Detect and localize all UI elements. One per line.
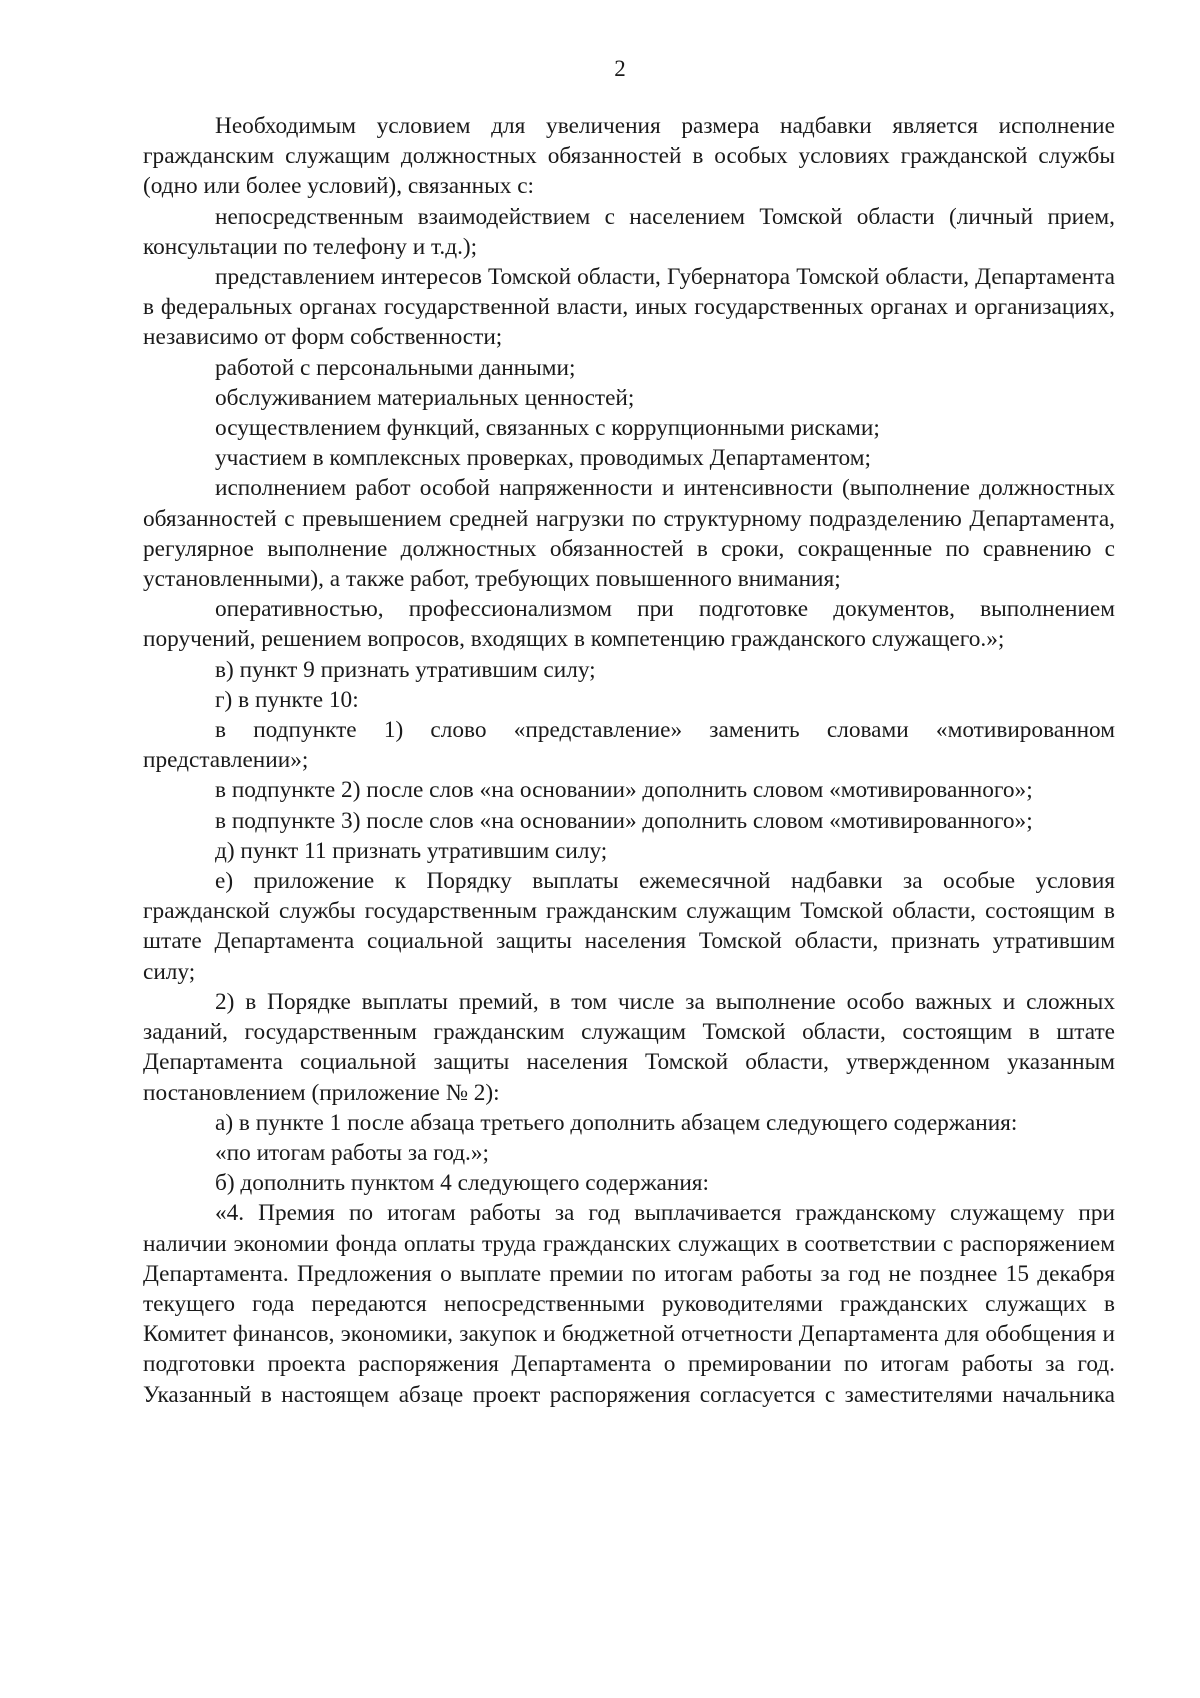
paragraph: в) пункт 9 признать утратившим силу;: [215, 656, 596, 683]
document-body: [143, 111, 1115, 1410]
paragraph: обслуживанием материальных ценностей;: [215, 384, 635, 411]
paragraph: г) в пункте 10:: [215, 686, 359, 713]
paragraph: участием в комплексных проверках, проводимых Департаментом;: [215, 445, 871, 472]
paragraph: оперативностью, профессионализмом при подготовке документов, выполнением поручений, решением вопросов, входящих в компетенцию гражданского служащего.»;: [143, 596, 1115, 653]
paragraph: работой с персональными данными;: [215, 354, 576, 381]
paragraph: в подпункте 3) после слов «на основании» дополнить словом «мотивированного»;: [215, 807, 1033, 834]
paragraph: осуществлением функций, связанных с коррупционными рисками;: [215, 415, 880, 442]
paragraph: «по итогам работы за год.»;: [215, 1139, 489, 1166]
paragraph: 2) в Порядке выплаты премий, в том числе за выполнение особо важных и сложных заданий, государственным гражданским служащим Томской области, состоящим в штате Департамента социальной защиты населения Томской области, утвержденном указанным постановлением (приложение № 2):: [143, 988, 1115, 1106]
paragraph: Необходимым условием для увеличения размера надбавки является исполнение гражданским служащим должностных обязанностей в особых условиях гражданской службы (одно или более условий), связанных с:: [143, 113, 1115, 200]
paragraph: непосредственным взаимодействием с населением Томской области (личный прием, консультации по телефону и т.д.);: [143, 203, 1115, 260]
paragraph: а) в пункте 1 после абзаца третьего дополнить абзацем следующего содержания:: [215, 1109, 1018, 1136]
paragraph: в подпункте 2) после слов «на основании» дополнить словом «мотивированного»;: [215, 777, 1033, 804]
paragraph: представлением интересов Томской области, Губернатора Томской области, Департамента в федеральных органах государственной власти, иных государственных органах и организациях, независимо от форм собственности;: [143, 264, 1115, 351]
paragraph: е) приложение к Порядку выплаты ежемесячной надбавки за особые условия гражданской службы государственным гражданским служащим Томской области, состоящим в штате Департамента социальной защиты населения Томской области, признать утратившим силу;: [143, 868, 1115, 985]
paragraph: исполнением работ особой напряженности и интенсивности (выполнение должностных обязанностей с превышением средней нагрузки по структурному подразделению Департамента, регулярное выполнение должностных обязанностей в сроки, сокращенные по сравнению с установленными), а также работ, требующих повышенного внимания;: [143, 475, 1115, 593]
page-number: 2: [614, 56, 626, 81]
paragraph: «4. Премия по итогам работы за год выплачивается гражданскому служащему при наличии экономии фонда оплаты труда гражданских служащих в соответствии с распоряжением Департамента. Предложения о выплате премии по итогам работы за год не позднее 15 декабря текущего года передаются непосредственными руководителями гражданских служащих в Комитет финансов, экономики, закупок и бюджетной отчетности Департамента для обобщения и подготовки проекта распоряжения Департамента о премировании по итогам работы за год. Указанный в настоящем абзаце проект распоряжения согласуется с заместителями начальника: [143, 1200, 1115, 1408]
paragraph: в подпункте 1) слово «представление» заменить словами «мотивированном представлении»;: [143, 717, 1115, 774]
paragraph: б) дополнить пунктом 4 следующего содержания:: [215, 1170, 710, 1197]
paragraph: д) пункт 11 признать утратившим силу;: [215, 837, 608, 864]
